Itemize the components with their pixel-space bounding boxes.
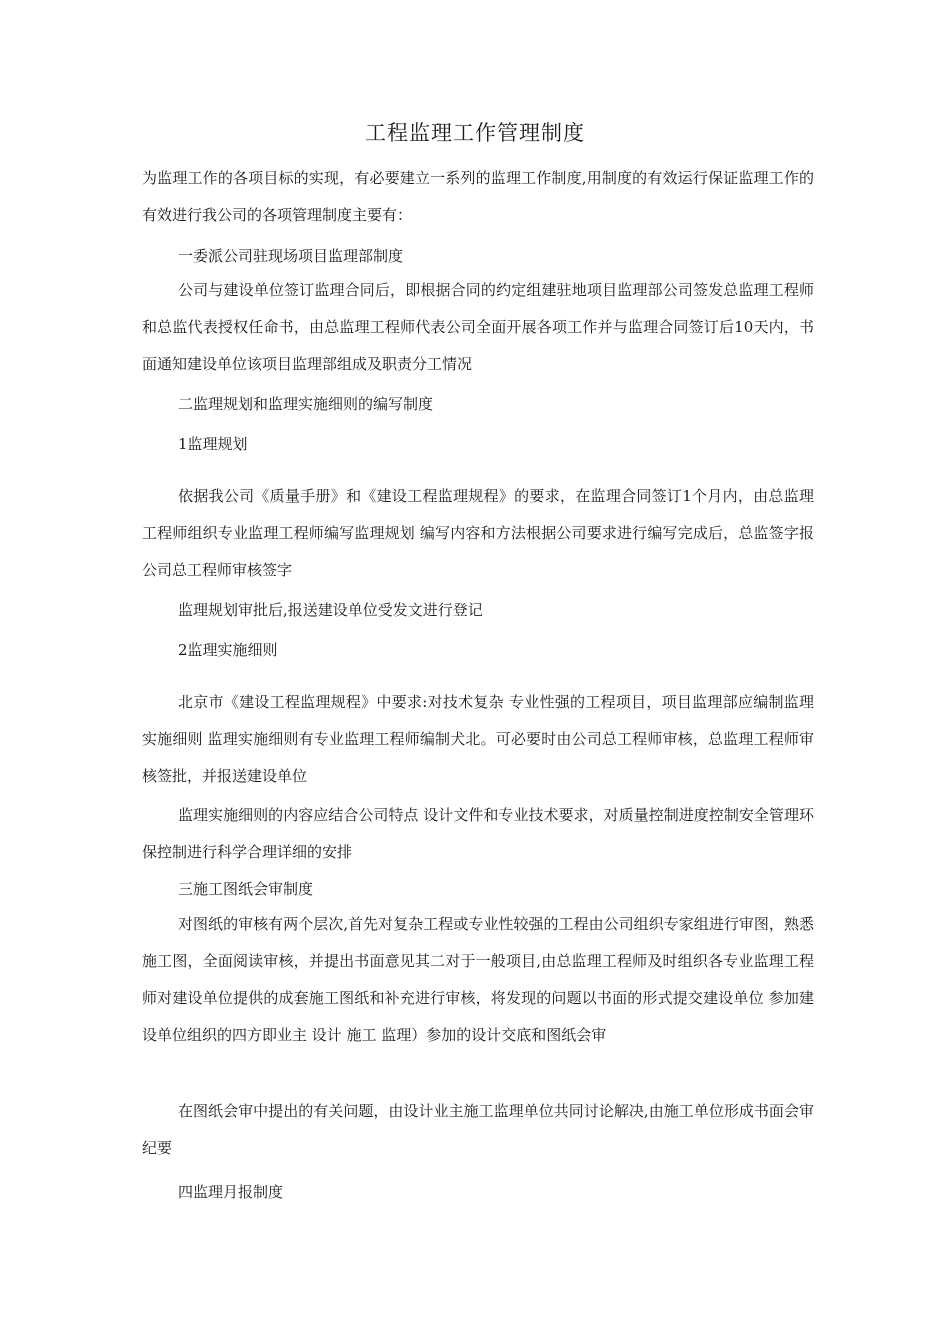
paragraph-2-1b: 监理规划审批后,报送建设单位受发文进行登记 [178, 601, 483, 619]
section-heading-3: 三施工图纸会审制度 [178, 880, 314, 898]
paragraph-2-2b: 监理实施细则的内容应结合公司特点 设计文件和专业技术要求，对质量控制进度控制安全管理环保控制进行科学合理详细的安排 [142, 806, 814, 861]
paragraph-section-1: 公司与建设单位签订监理合同后，即根据合同的约定组建驻地项目监理部公司签发总监理工程师和总监代表授权任命书，由总监理工程师代表公司全面开展各项工作并与监理合同签订后10天内，书面通知建设单位该项目监理部组成及职责分工情况 [142, 281, 814, 373]
section-heading-1: 一委派公司驻现场项目监理部制度 [178, 247, 404, 265]
subsection-heading-2-1: 1监理规划 [178, 435, 248, 453]
paragraph-2-1: 依据我公司《质量手册》和《建设工程监理规程》的要求，在监理合同签订1个月内，由总监理工程师组织专业监理工程师编写监理规划 编写内容和方法根据公司要求进行编写完成后，总监签字报公司总工程师审核签字 [142, 487, 814, 579]
section-heading-4: 四监理月报制度 [178, 1183, 284, 1201]
subsection-heading-2-2: 2监理实施细则 [178, 641, 278, 659]
paragraph-2-2: 北京市《建设工程监理规程》中要求:对技术复杂 专业性强的工程项目，项目监理部应编制监理实施细则 监理实施细则有专业监理工程师编制犬北。可必要时由公司总工程师审核，总监理工程师审核签批，并报送建设单位 [142, 693, 814, 785]
paragraph-section-3b: 在图纸会审中提出的有关问题，由设计业主施工监理单位共同讨论解决,由施工单位形成书面会审纪要 [142, 1102, 814, 1157]
document-title: 工程监理工作管理制度 [365, 121, 585, 145]
paragraph-intro: 为监理工作的各项目标的实现，有必要建立一系列的监理工作制度,用制度的有效运行保证监理工作的有效进行我公司的各项管理制度主要有： [142, 169, 814, 224]
paragraph-section-3: 对图纸的审核有两个层次,首先对复杂工程或专业性较强的工程由公司组织专家组进行审图，熟悉施工图，全面阅读审核，并提出书面意见其二对于一般项目,由总监理工程师及时组织各专业监理工程师对建设单位提供的成套施工图纸和补充进行审核，将发现的问题以书面的形式提交建设单位 参加建设单位组织的四方即业主 设计 施工 监理）参加的设计交底和图纸会审 [142, 915, 814, 1044]
section-heading-2: 二监理规划和监理实施细则的编写制度 [178, 395, 434, 413]
